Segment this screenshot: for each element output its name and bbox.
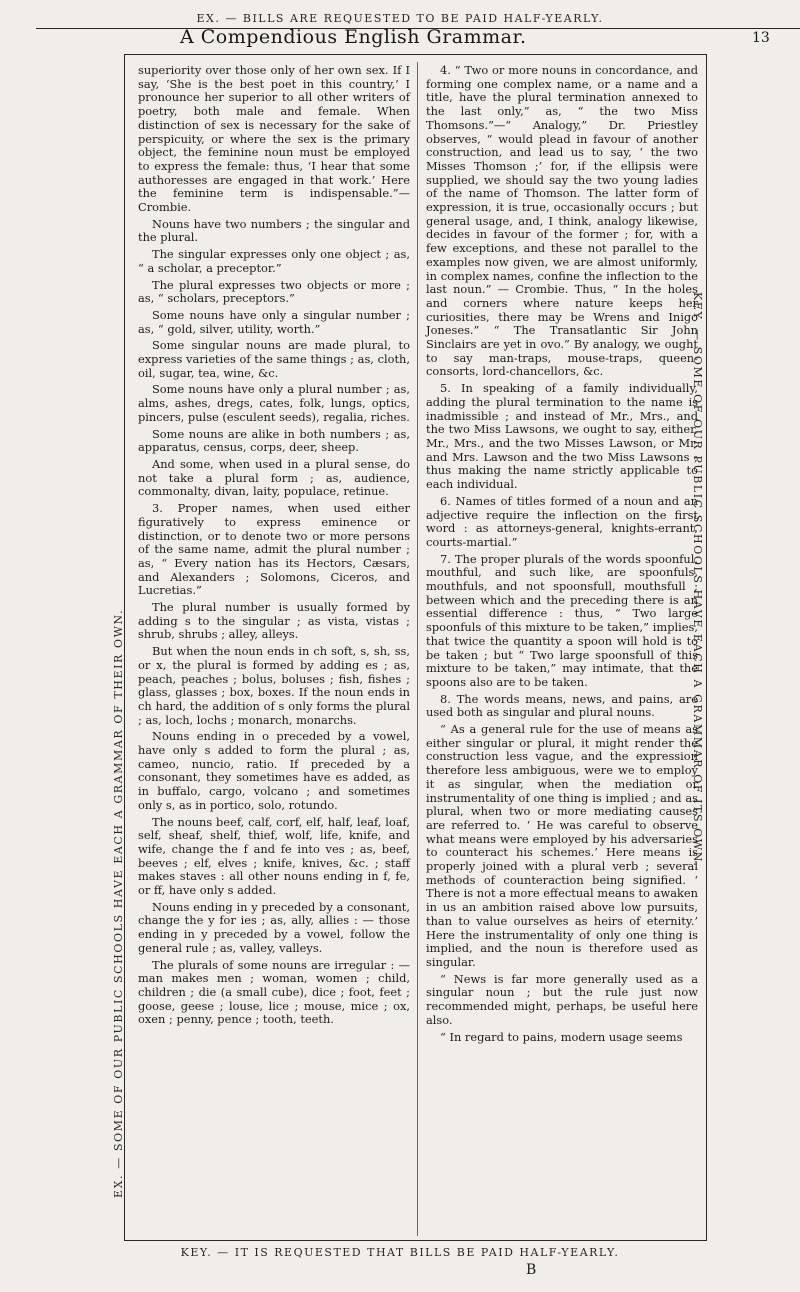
paragraph: The plural number is usually formed by adding s to the singular ; as vista, vistas ; shrub, shrubs ; alley, alleys. [138,600,410,642]
paragraph: “ As a general rule for the use of means as either singular or plural, it might render the construction less vague, and the expression therefore less ambiguous, were we to employ it as singular, when the mediation or instrumentality of one thing is implied ; and as plural, when two or more mediating causes are referred to. ‘ He was careful to observe what means were employed by his adversaries to counteract his schemes.’ Here means is properly joined with a plural verb ; several methods of counteraction being signified. ‘ There is not a more effectual means to awaken in us an ambition raised above low pursuits, than to value ourselves as heirs of eternity.’ Here the instrumentality of only one thing is implied, and the noun is therefore used as singular. [426,722,698,969]
paragraph: The plural expresses two objects or more ; as, “ scholars, preceptors.” [138,277,410,306]
paragraph: Some nouns have only a singular number ; as, “ gold, silver, utility, worth.” [138,307,410,336]
running-footer: KEY. — IT IS REQUESTED THAT BILLS BE PAID HALF-YEARLY. [180,1246,620,1259]
paragraph: 5. In speaking of a family individually, adding the plural termination to the name is inadmissible ; and instead of Mr., Mrs., and the two Miss Lawsons, we ought to say, either, Mr., Mrs., and the two Misses Lawson, or Mr. and Mrs. Lawson and the two Miss Lawsons ; thus making the name strictly applicable to each individual. [426,381,698,492]
paragraph: 6. Names of titles formed of a noun and an adjective require the inflection on the first word : as attorneys-general, knights-errant, courts-martial.” [426,493,698,549]
paragraph: But when the noun ends in ch soft, s, sh, ss, or x, the plural is formed by adding es ; as, peach, peaches ; bolus, boluses ; fish, fishes ; glass, glasses ; box, boxes. If the noun ends in ch hard, the addition of s only forms the plural ; as, loch, lochs ; monarch, monarchs. [138,644,410,727]
paragraph: superiority over those only of her own sex. If I say, ‘She is the best poet in this country,’ I pronounce her superior to all other writers of poetry, both male and female. When distinction of sex is necessary for the sake of perspicuity, or where the sex is the primary object, the feminine noun must be employed to express the female: thus, ‘I hear that some authoresses are engaged in that work.’ Here the feminine term is indispensable.”— Crombie. [138,63,410,215]
column-divider [417,62,418,1236]
paragraph: Nouns have two numbers ; the singular and the plural. [138,216,410,245]
paragraph: 3. Proper names, when used either figuratively to express eminence or distinction, or to denote two or more persons of the same name, admit the plural number ; as, “ Every nation has its Hectors, Cæsars, and Alexanders ; Solomons, Ciceros, and Lucretias.” [138,501,410,598]
bottom-rule [124,1240,707,1241]
paragraph: Nouns ending in o preceded by a vowel, have only s added to form the plural ; as, cameo, nuncio, ratio. If preceded by a consonant, they sometimes have es added, as in buffalo, cargo, volcano ; and sometimes only s, as in portico, solo, rotundo. [138,729,410,812]
paragraph: The singular expresses only one object ; as, “ a scholar, a preceptor.” [138,247,410,275]
paragraph: “ News is far more generally used as a singular noun ; but the rule just now recommended might, perhaps, be useful here also. [426,971,698,1027]
paragraph: “ In regard to pains, modern usage seems [440,1029,683,1044]
paragraph: The nouns beef, calf, corf, elf, half, leaf, loaf, self, sheaf, shelf, thief, wolf, life, knife, and wife, change the f and fe into ves ; as, beef, beeves ; elf, elves ; knife, knives, &c. ; staff makes staves : all other nouns ending in f, fe, or ff, have only s added. [138,814,410,898]
right-column [426,64,698,1047]
left-side-exercise: EX. — SOME OF OUR PUBLIC SCHOOLS HAVE EACH A GRAMMAR OF THEIR OWN. [112,608,125,1198]
left-column [138,64,410,1030]
paragraph: Nouns ending in y preceded by a consonant, change the y for ies ; as, ally, allies : — those ending in y preceded by a vowel, follow the general rule ; as, valley, valleys. [138,899,410,955]
page-title: A Compendious English Grammar. [180,26,527,48]
running-header: EX. — BILLS ARE REQUESTED TO BE PAID HALF-YEARLY. [196,12,604,25]
page-number: 13 [752,30,770,46]
paragraph: 7. The proper plurals of the words spoonful, mouthful, and such like, are spoonfuls, mouthfuls, and not spoonsfull, mouthsfull ; between which and the preceding there is an essential difference : thus, “ Two large spoonfuls of this mixture to be taken,” implies, that twice the quantity a spoon will hold is to be taken ; but “ Two large spoonsfull of this mixture to be taken,” may intimate, that the spoons also are to be taken. [426,551,698,689]
paragraph: 8. The words means, news, and pains, are used both as singular and plural nouns. [426,691,698,720]
right-frame-rule [706,54,707,1240]
title-rule [124,54,706,55]
paragraph: 4. “ Two or more nouns in concordance, and forming one complex name, or a name and a title, have the plural termination annexed to the last only,” as, “ the two Miss Thomsons.”—“ Analogy,” Dr. Priestley observes, “ would plead in favour of another construction, and lead us to say, ‘ the two Misses Thomson ;’ for, if the ellipsis were supplied, we should say the two young ladies of the name of Thomson. The latter form of expression, it is true, occasionally occurs ; but general usage, and, I think, analogy likewise, decides in favour of the former ; for, with a few exceptions, and these not parallel to the examples now given, we are almost uniformly, in complex names, confine the inflection to the last noun.” — Crombie. Thus, “ In the holes and corners where nature keeps her curiosities, there may be Wrens and Inigo Joneses.” “ The Transatlantic Sir John Sinclairs are yet in ovo.” By analogy, we ought to say man-traps, mouse-traps, queen-consorts, lord-chancellors, &c. [426,63,698,379]
paragraph: Some nouns have only a plural number ; as, alms, ashes, dregs, cates, folk, lungs, optics, pincers, pulse (esculent seeds), regalia, riches. [138,382,410,424]
paragraph: The plurals of some nouns are irregular : — man makes men ; woman, women ; child, children ; die (a small cube), dice ; foot, feet ; goose, geese ; louse, lice ; mouse, mice ; ox, oxen ; penny, pence ; tooth, teeth. [138,957,410,1027]
paragraph: And some, when used in a plural sense, do not take a plural form ; as, audience, commonalty, divan, laity, populace, retinue. [138,456,410,499]
signature-mark: B [526,1262,537,1278]
right-side-key: KEY. — SOME OF OUR PUBLIC SCHOOLS HAVE EACH A GRAMMAR OF ITS OWN. [691,292,704,868]
paragraph: Some singular nouns are made plural, to express varieties of the same things ; as, cloth, oil, sugar, tea, wine, &c. [138,338,410,380]
paragraph: Some nouns are alike in both numbers ; as, apparatus, census, corps, deer, sheep. [138,426,410,455]
